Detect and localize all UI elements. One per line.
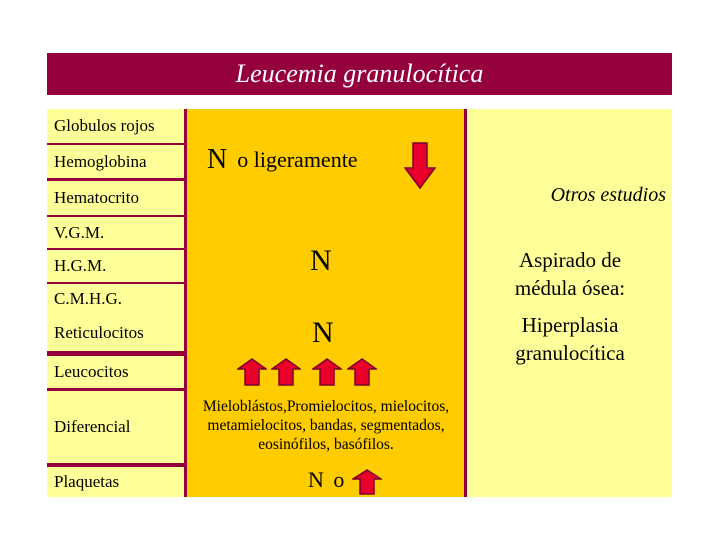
aspirado-text: Aspirado de médula ósea: [514, 248, 626, 300]
erythrocyte-qualifier: o ligeramente [237, 147, 358, 172]
slide-title: Leucemia granulocítica [47, 53, 672, 95]
label-diferencial: Diferencial [47, 391, 184, 463]
up-arrow-icon [347, 358, 377, 386]
up-arrow-icon [237, 358, 267, 386]
up-arrow-icon [271, 358, 301, 386]
label-hgm: H.G.M. [47, 250, 184, 282]
erythrocyte-n: N [207, 144, 228, 175]
plaquetas-value: N o [308, 467, 347, 492]
label-plaquetas: Plaquetas [47, 467, 184, 497]
label-hematocrito: Hematocrito [47, 181, 184, 215]
label-vgm: V.G.M. [47, 217, 184, 248]
other-studies-panel [464, 109, 672, 497]
reticulocitos-value: N [312, 316, 334, 349]
label-reticulocitos: Reticulocitos [47, 314, 184, 351]
hiperplasia-text: Hiperplasia granulocítica [515, 313, 625, 365]
otros-estudios-heading: Otros estudios [550, 184, 666, 206]
diferencial-value: Mieloblástos,Promielocitos, mielocitos, metamielocitos, bandas, segmentados, eosinófilos, basófilos. [202, 398, 450, 453]
up-arrow-icon [352, 469, 382, 495]
label-globulos-rojos: Globulos rojos [47, 109, 184, 143]
up-arrow-icon [312, 358, 342, 386]
down-arrow-icon [404, 142, 436, 190]
label-leucocitos: Leucocitos [47, 356, 184, 388]
indices-value: N [310, 244, 332, 277]
label-hemoglobina: Hemoglobina [47, 145, 184, 178]
label-cmhg: C.M.H.G. [47, 284, 184, 314]
erythrocyte-value [207, 140, 358, 180]
